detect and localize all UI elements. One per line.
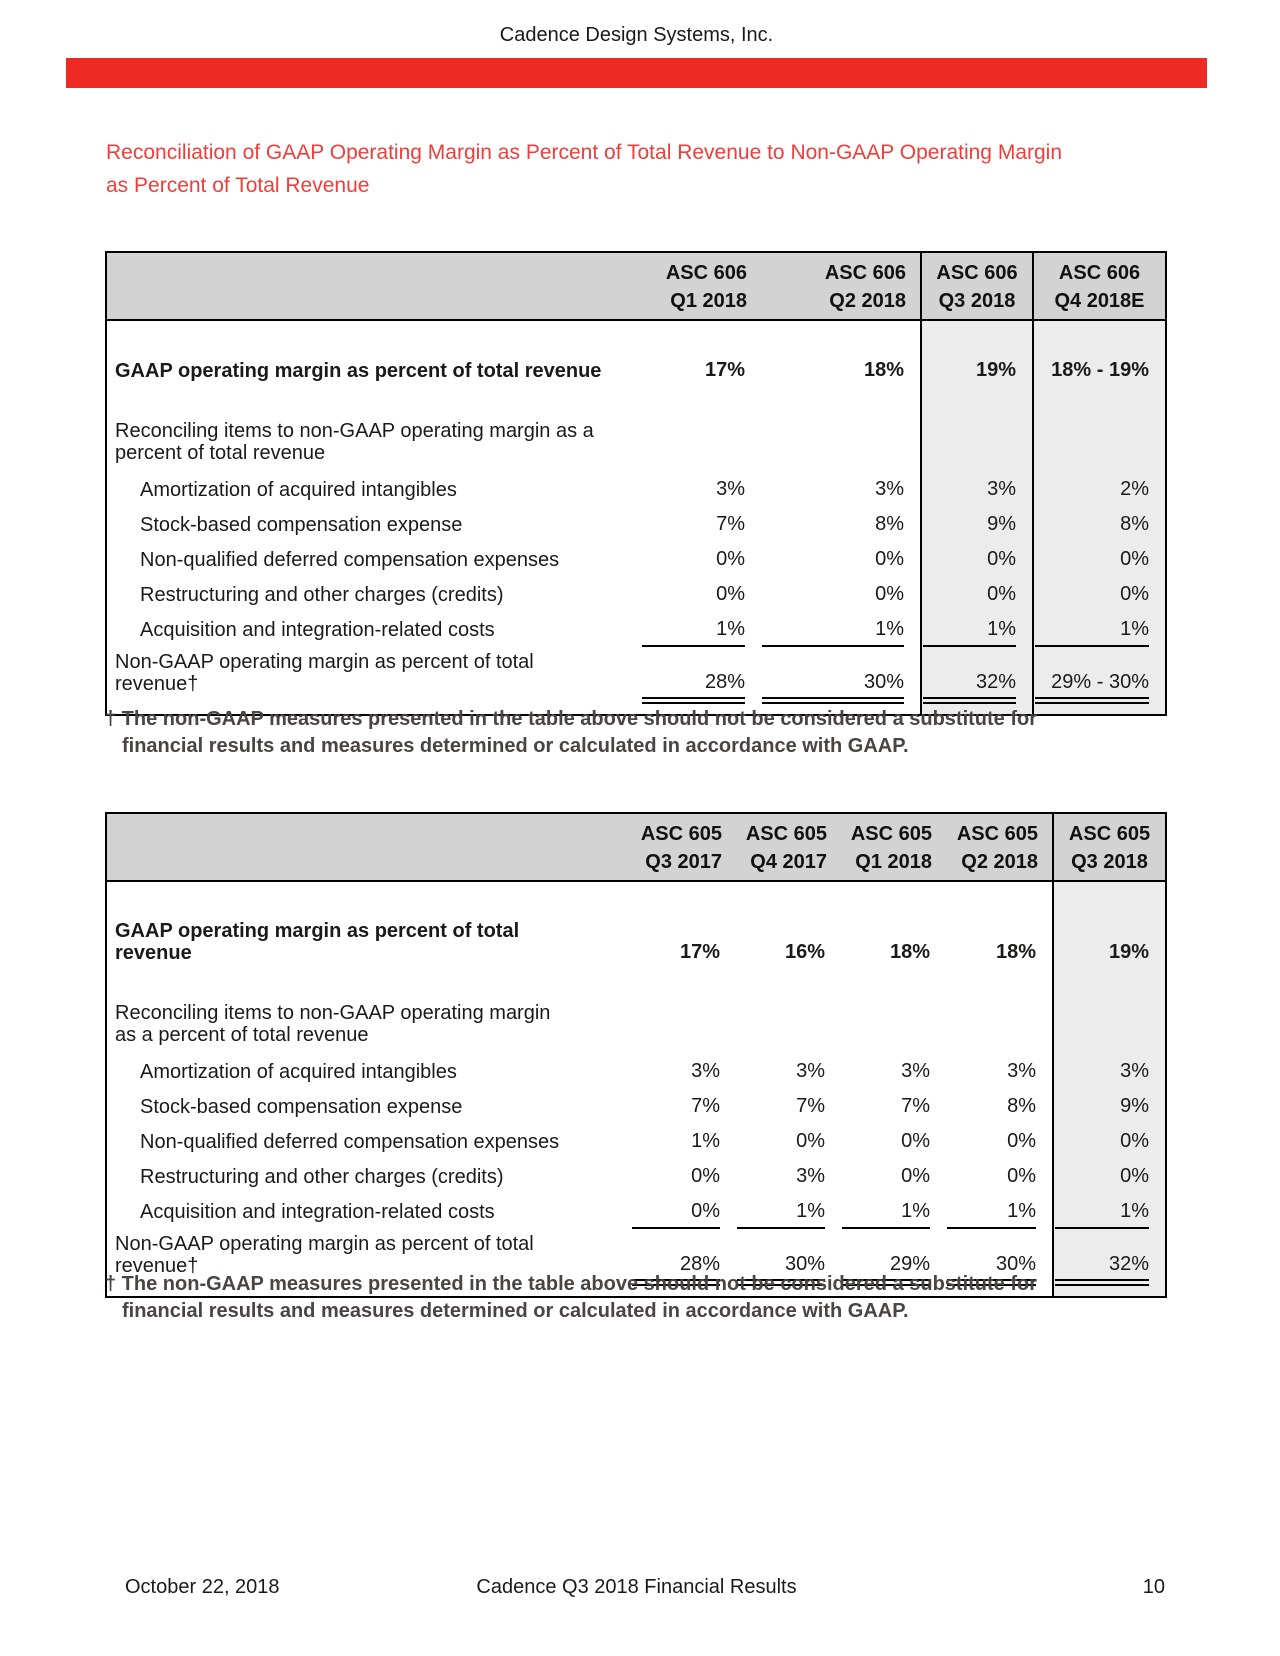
value-cell: 1%: [691, 1130, 720, 1152]
row-label: Restructuring and other charges (credits): [140, 584, 504, 606]
header-cell-q3-2018: ASC 606 Q3 2018: [921, 252, 1033, 320]
value-cell: 0%: [1033, 538, 1166, 573]
value-cell: 3%: [875, 478, 904, 500]
value-cell: 0%: [796, 1130, 825, 1152]
row-label: Acquisition and integration-related costs: [140, 1201, 495, 1223]
header-cell-empty: [106, 252, 641, 320]
row-label: Non-qualified deferred compensation expenses: [140, 1131, 560, 1153]
value-cell: 7%: [796, 1095, 825, 1117]
value-cell: 30%: [736, 1225, 841, 1297]
row-label: GAAP operating margin as percent of total revenue: [115, 360, 602, 382]
value-cell: 7%: [901, 1095, 930, 1117]
table-row-amortization: [106, 1050, 1166, 1085]
value-cell: 0%: [691, 1165, 720, 1187]
table-row-stock-comp: [106, 1085, 1166, 1120]
value-cell: 28%: [641, 643, 761, 715]
table-row-restructuring: [106, 1155, 1166, 1190]
value-cell: 16%: [784, 941, 825, 963]
value-cell: 7%: [691, 1095, 720, 1117]
table-row-gaap-margin: [106, 320, 1166, 388]
footer-document-title: Cadence Q3 2018 Financial Results: [476, 1576, 797, 1598]
value-cell: 18% - 19%: [1033, 320, 1166, 388]
footer-date: October 22, 2018: [125, 1576, 280, 1598]
value-cell: 1%: [875, 618, 904, 640]
value-cell: 3%: [921, 468, 1033, 503]
value-cell: 30%: [946, 1225, 1053, 1297]
value-cell: 0%: [875, 548, 904, 570]
value-cell: 0%: [901, 1165, 930, 1187]
section-title-line1: Reconciliation of GAAP Operating Margin as Percent of Total Revenue to Non-GAAP Operating Margin: [106, 141, 1063, 164]
table-row-acquisition: [106, 608, 1166, 643]
value-cell: 1%: [716, 618, 745, 640]
row-label: Reconciling items to non-GAAP operating margin as a percent of total revenue: [115, 420, 594, 464]
value-cell: 1%: [1053, 1190, 1166, 1225]
value-cell: 32%: [1053, 1225, 1166, 1297]
value-cell: 9%: [1053, 1085, 1166, 1120]
table-row-amortization: [106, 468, 1166, 503]
value-cell: 30%: [761, 643, 921, 715]
value-cell: 3%: [796, 1165, 825, 1187]
header-cell-empty: [106, 813, 631, 881]
value-cell: 0%: [1007, 1165, 1036, 1187]
table-row-restructuring: [106, 573, 1166, 608]
row-label: Restructuring and other charges (credits): [140, 1166, 504, 1188]
table-header-row: [106, 813, 1166, 881]
value-cell: 18%: [889, 941, 930, 963]
header-cell-q4-2018e: ASC 606 Q4 2018E: [1033, 252, 1166, 320]
footer-page-number: 10: [1142, 1576, 1165, 1598]
value-cell: 0%: [921, 538, 1033, 573]
row-label: Amortization of acquired intangibles: [140, 479, 457, 501]
value-cell: 3%: [1007, 1060, 1036, 1082]
table-row-non-qualified: [106, 1120, 1166, 1155]
value-cell: 0%: [1053, 1155, 1166, 1190]
value-cell: 0%: [875, 583, 904, 605]
value-cell: 8%: [1033, 503, 1166, 538]
row-label: Amortization of acquired intangibles: [140, 1061, 457, 1083]
table-header-row: [106, 252, 1166, 320]
footnote-non-gaap: † The non-GAAP measures presented in the table above should not be considered a substitute for financial results and measures determined or calculated in accordance with GAAP.: [105, 708, 1038, 757]
value-cell: 3%: [691, 1060, 720, 1082]
value-cell: 8%: [875, 513, 904, 535]
value-cell: 32%: [921, 643, 1033, 715]
value-cell: 0%: [901, 1130, 930, 1152]
table-row-gaap-margin: [106, 881, 1166, 970]
value-cell: 17%: [704, 359, 745, 381]
header-cell-q3-2018: ASC 605 Q3 2018: [1053, 813, 1166, 881]
value-cell: 0%: [716, 583, 745, 605]
row-label: Non-qualified deferred compensation expenses: [140, 549, 560, 571]
header-cell-q4-2017: ASC 605 Q4 2017: [736, 813, 841, 881]
value-cell: 3%: [1053, 1050, 1166, 1085]
company-header: Cadence Design Systems, Inc.: [499, 24, 774, 46]
row-label: GAAP operating margin as percent of total revenue: [115, 920, 520, 964]
value-cell: 0%: [1053, 1120, 1166, 1155]
row-label: Acquisition and integration-related costs: [140, 619, 495, 641]
table-row-stock-comp: [106, 503, 1166, 538]
value-cell: 3%: [901, 1060, 930, 1082]
row-label: Stock-based compensation expense: [140, 514, 463, 536]
value-cell: 19%: [1053, 881, 1166, 970]
reconciliation-table-asc605: [105, 812, 1167, 1298]
table-row-reconciling-items: [106, 388, 1166, 468]
value-cell: 29%: [841, 1225, 946, 1297]
header-cell-q2-2018: ASC 605 Q2 2018: [946, 813, 1053, 881]
section-title: [106, 136, 1126, 202]
header-cell-q1-2018: ASC 605 Q1 2018: [841, 813, 946, 881]
value-cell: 3%: [716, 478, 745, 500]
value-cell: 3%: [796, 1060, 825, 1082]
value-cell: 18%: [863, 359, 904, 381]
value-cell: 0%: [691, 1200, 720, 1222]
value-cell: 0%: [921, 573, 1033, 608]
value-cell: 1%: [1007, 1200, 1036, 1222]
table-row-non-qualified: [106, 538, 1166, 573]
value-cell: 1%: [921, 608, 1033, 643]
value-cell: 1%: [901, 1200, 930, 1222]
footnote-non-gaap: † The non-GAAP measures presented in the table above should not be considered a substitute for financial results and measures determined or calculated in accordance with GAAP.: [105, 1273, 1038, 1322]
table-row-acquisition: [106, 1190, 1166, 1225]
section-title-line2: as Percent of Total Revenue: [106, 174, 370, 197]
value-cell: 18%: [995, 941, 1036, 963]
value-cell: 0%: [1033, 573, 1166, 608]
value-cell: 0%: [716, 548, 745, 570]
value-cell: 29% - 30%: [1033, 643, 1166, 715]
table-row-non-gaap-total: [106, 643, 1166, 715]
table-row-reconciling-items: [106, 970, 1166, 1050]
header-cell-q3-2017: ASC 605 Q3 2017: [631, 813, 736, 881]
value-cell: 1%: [1033, 608, 1166, 643]
reconciliation-table-asc606: [105, 251, 1167, 716]
value-cell: 8%: [1007, 1095, 1036, 1117]
row-label: Non-GAAP operating margin as percent of total revenue†: [115, 1233, 534, 1277]
header-cell-q2-2018: ASC 606 Q2 2018: [761, 252, 921, 320]
value-cell: 2%: [1033, 468, 1166, 503]
value-cell: 17%: [679, 941, 720, 963]
value-cell: 19%: [921, 320, 1033, 388]
value-cell: 7%: [716, 513, 745, 535]
red-divider-bar: [66, 58, 1207, 88]
row-label: Non-GAAP operating margin as percent of total revenue†: [115, 651, 534, 695]
value-cell: 0%: [1007, 1130, 1036, 1152]
value-cell: 9%: [921, 503, 1033, 538]
value-cell: 1%: [796, 1200, 825, 1222]
row-label: Reconciling items to non-GAAP operating margin as a percent of total revenue: [115, 1002, 551, 1046]
header-cell-q1-2018: ASC 606 Q1 2018: [641, 252, 761, 320]
row-label: Stock-based compensation expense: [140, 1096, 463, 1118]
value-cell: 28%: [631, 1225, 736, 1297]
